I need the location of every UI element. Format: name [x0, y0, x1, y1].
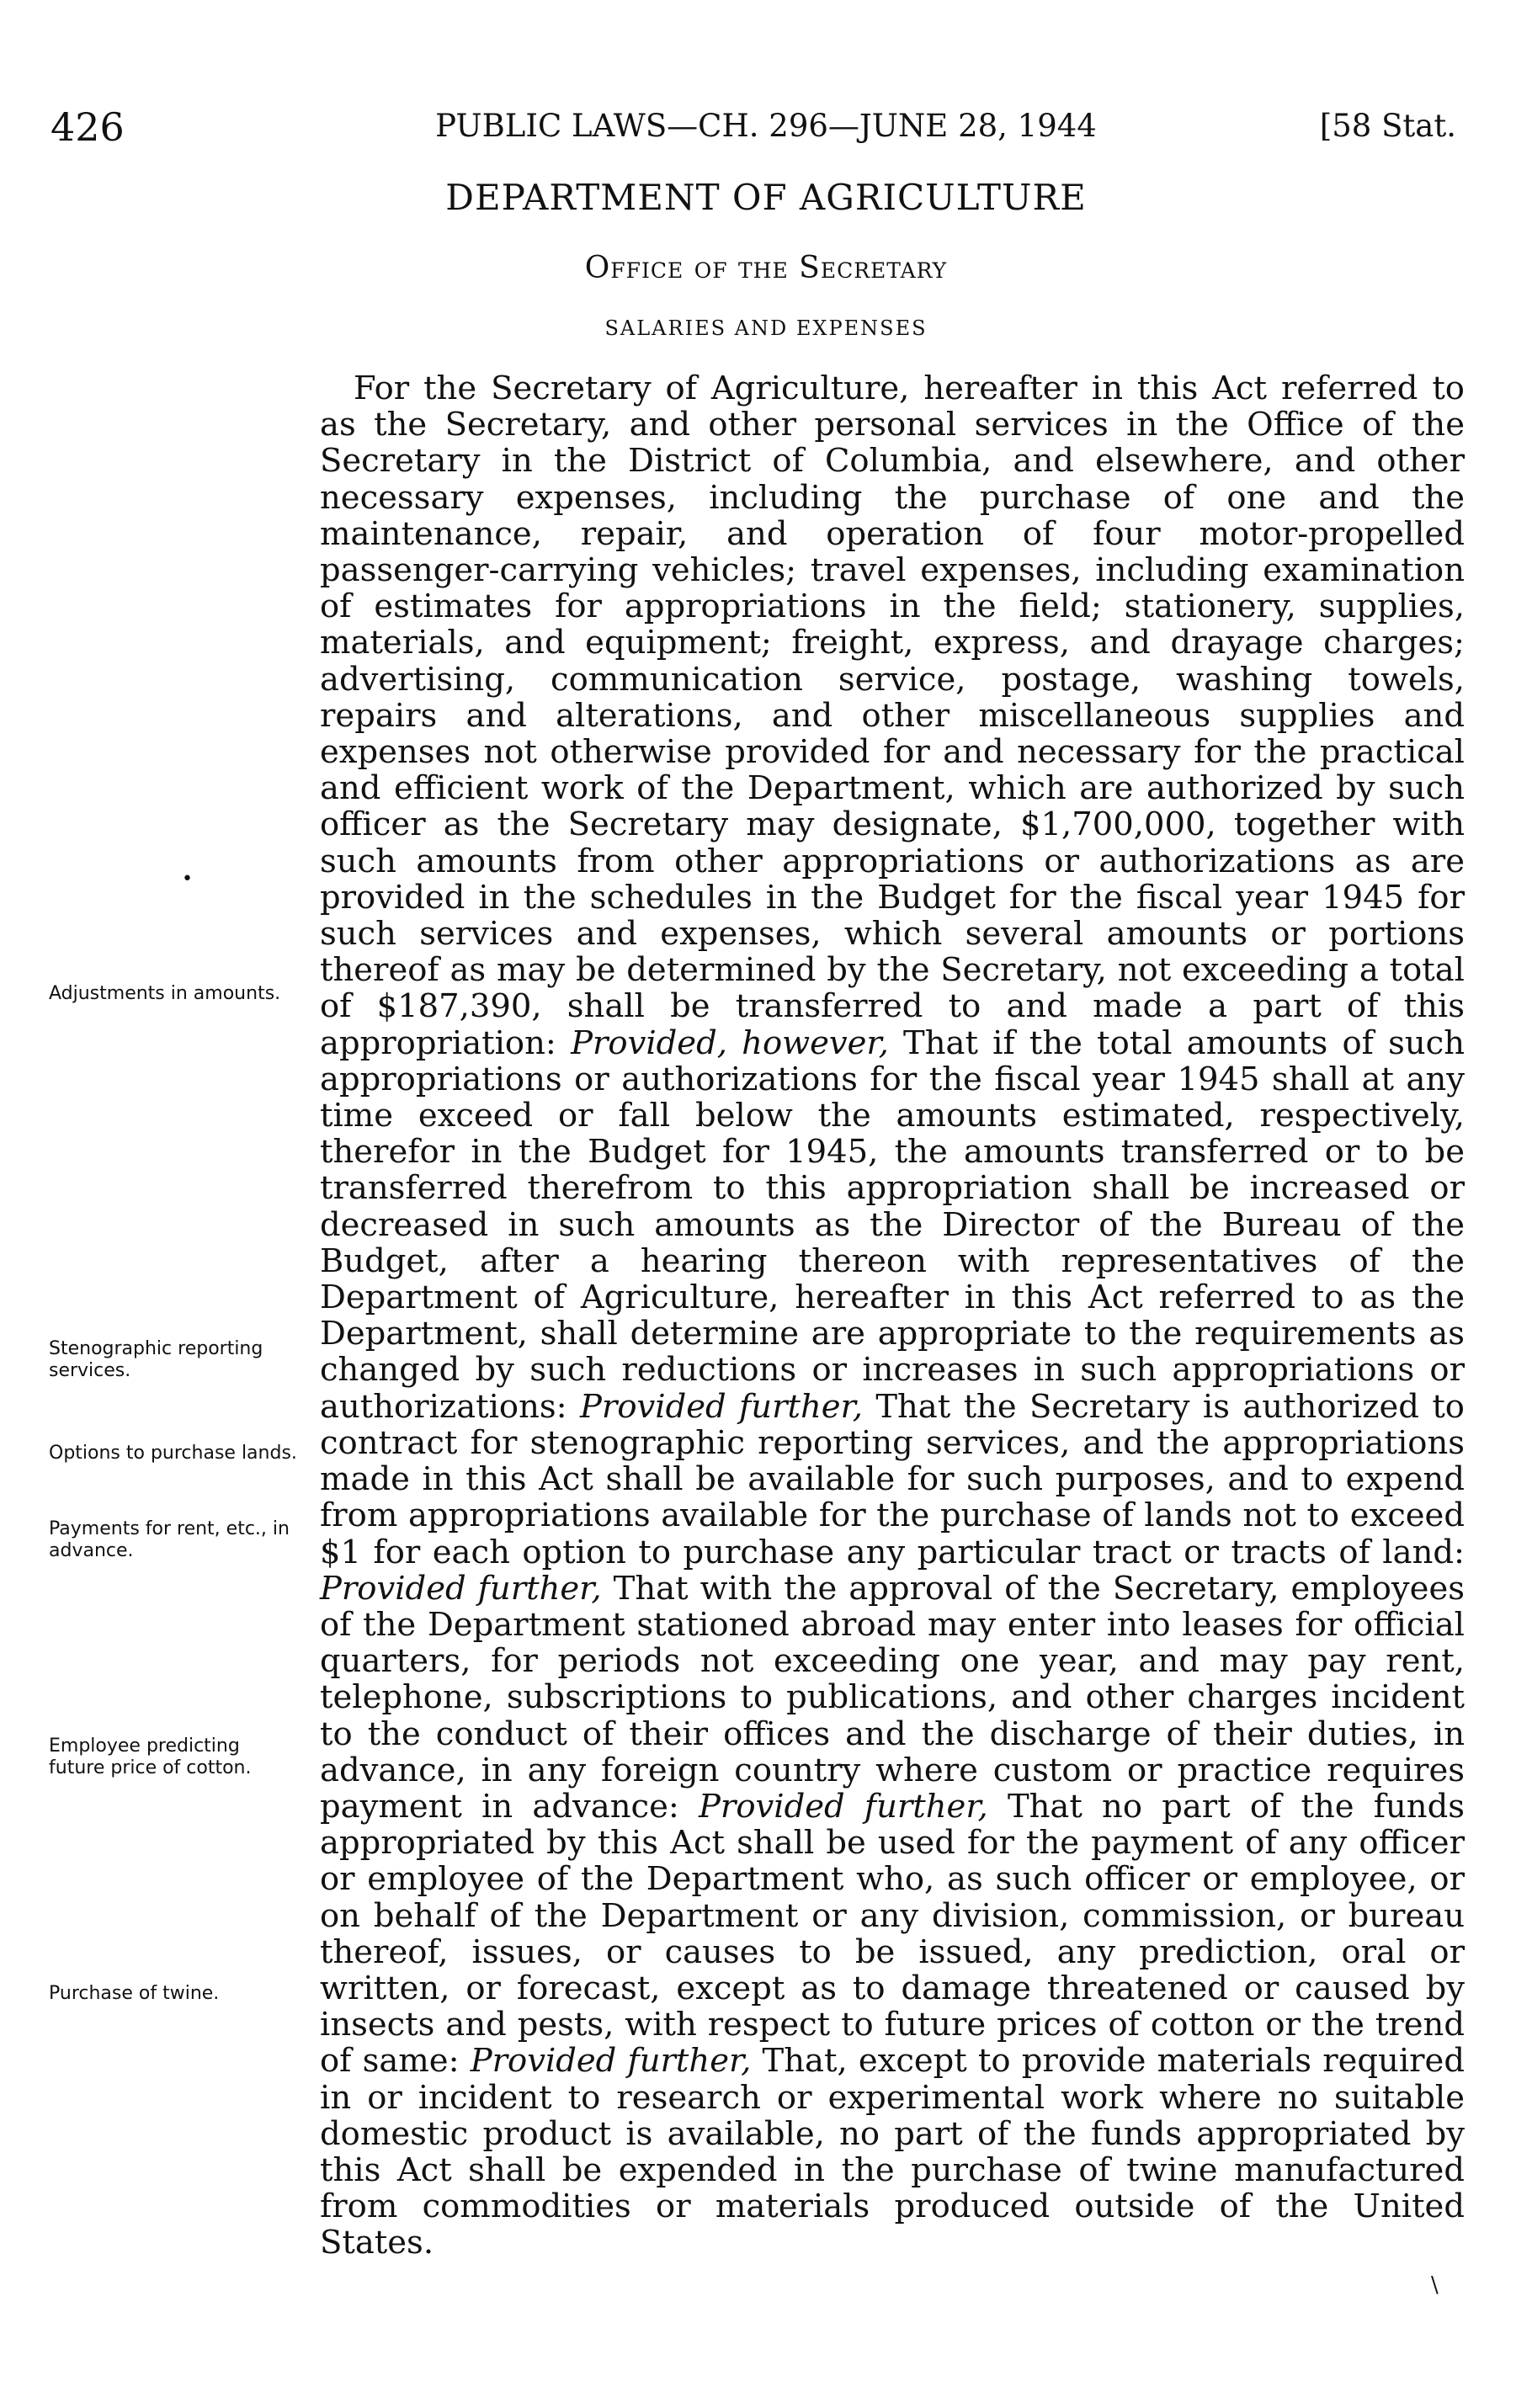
page-number: 426: [51, 104, 125, 150]
proviso-emphasis: Provided further,: [580, 1387, 863, 1426]
proviso-emphasis: Provided further,: [699, 1787, 988, 1826]
marginal-note-payments-rent: Payments for rent, etc., in advance.: [49, 1518, 290, 1561]
body-segment: That with the approval of the Secretary, employees of the Department stationed abroad may enter into leases for official quarters, for periods not exceeding one year, and may pay rent, telephone, subscriptions to publications, and other charges incident to the conduct of their offices and the discharge of their duties, in advance, in any foreign country where custom or practice requires payment in advance:: [320, 1569, 1465, 1826]
body-segment: That the Secretary is authorized to contract for stenographic reporting services, and the appropriations made in this Act shall be available for such purposes, and to expend from appropriations available for the purchase of lands not to exceed $1 for each option to purchase any particular tract or tracts of land:: [320, 1387, 1465, 1571]
marginal-note-twine: Purchase of twine.: [49, 1983, 220, 2004]
stray-dot: •: [182, 869, 193, 890]
marginal-note-stenographic: Stenographic reporting services.: [49, 1338, 263, 1381]
marginal-note-cotton-prediction: Employee predicting future price of cotton.: [49, 1736, 252, 1778]
marginal-note-adjustments: Adjustments in amounts.: [49, 983, 281, 1004]
body-segment: That, except to provide materials required in or incident to research or experimental work where no suitable domestic product is available, no part of the funds appropriated by this Act shall be expended in the purchase of twine manufactured from commodities or materials produced outside of the United States.: [320, 2042, 1465, 2262]
marginal-note-options-lands: Options to purchase lands.: [49, 1443, 297, 1464]
department-heading: DEPARTMENT OF AGRICULTURE: [445, 177, 1087, 218]
running-head: PUBLIC LAWS—CH. 296—JUNE 28, 1944: [435, 108, 1097, 144]
stray-tick-mark: \: [1431, 2272, 1439, 2298]
section-heading: SALARIES AND EXPENSES: [604, 316, 928, 340]
statute-body: [320, 370, 1465, 2262]
office-heading: Office of the Secretary: [584, 251, 948, 285]
proviso-emphasis: Provided, however,: [571, 1023, 889, 1062]
body-paragraph: [320, 370, 1465, 2262]
proviso-emphasis: Provided further,: [470, 2042, 752, 2081]
body-segment: That no part of the funds appropriated by this Act shall be used for the payment of any officer or employee of the Department who, as such officer or employee, or on behalf of the Department or any division, commission, or bureau thereof, issues, or causes to be issued, any prediction, oral or written, or forecast, except as to damage threatened or caused by insects and pests, with respect to future prices of cotton or the trend of same:: [320, 1787, 1465, 2081]
proviso-emphasis: Provided further,: [320, 1569, 602, 1608]
volume-reference: [58 Stat.: [1319, 108, 1456, 144]
body-segment: That if the total amounts of such appropriations or authorizations for the fiscal year 1945 shall at any time exceed or fall below the amounts estimated, respectively, therefor in the Budget for 1945, the amounts transferred or to be transferred therefrom to this appropriation shall be increased or decreased in such amounts as the Director of the Bureau of the Budget, after a hearing thereon with representatives of the Department of Agriculture, hereafter in this Act referred to as the Department, shall determine are appropriate to the requirements as changed by such reductions or increases in such appropriations or authorizations:: [320, 1023, 1465, 1426]
body-segment: For the Secretary of Agriculture, hereafter in this Act referred to as the Secretary, and other personal services in the Office of the Secretary in the District of Columbia, and elsewhere, and other necessary expenses, including the purchase of one and the maintenance, repair, and operation of four motor-propelled passenger-carrying vehicles; travel expenses, including examination of estimates for appropriations in the field; stationery, supplies, materials, and equipment; freight, express, and drayage charges; advertising, communication service, postage, washing towels, repairs and alterations, and other miscellaneous supplies and expenses not otherwise provided for and necessary for the practical and efficient work of the Department, which are authorized by such officer as the Secretary may designate, $1,700,000, together with such amounts from other appropriations or authorizations as are provided in the schedules in the Budget for the fiscal year 1945 for such services and expenses, which several amounts or portions thereof as may be determined by the Secretary, not exceeding a total of $187,390, shall be transferred to and made a part of this appropriation:: [320, 369, 1465, 1062]
